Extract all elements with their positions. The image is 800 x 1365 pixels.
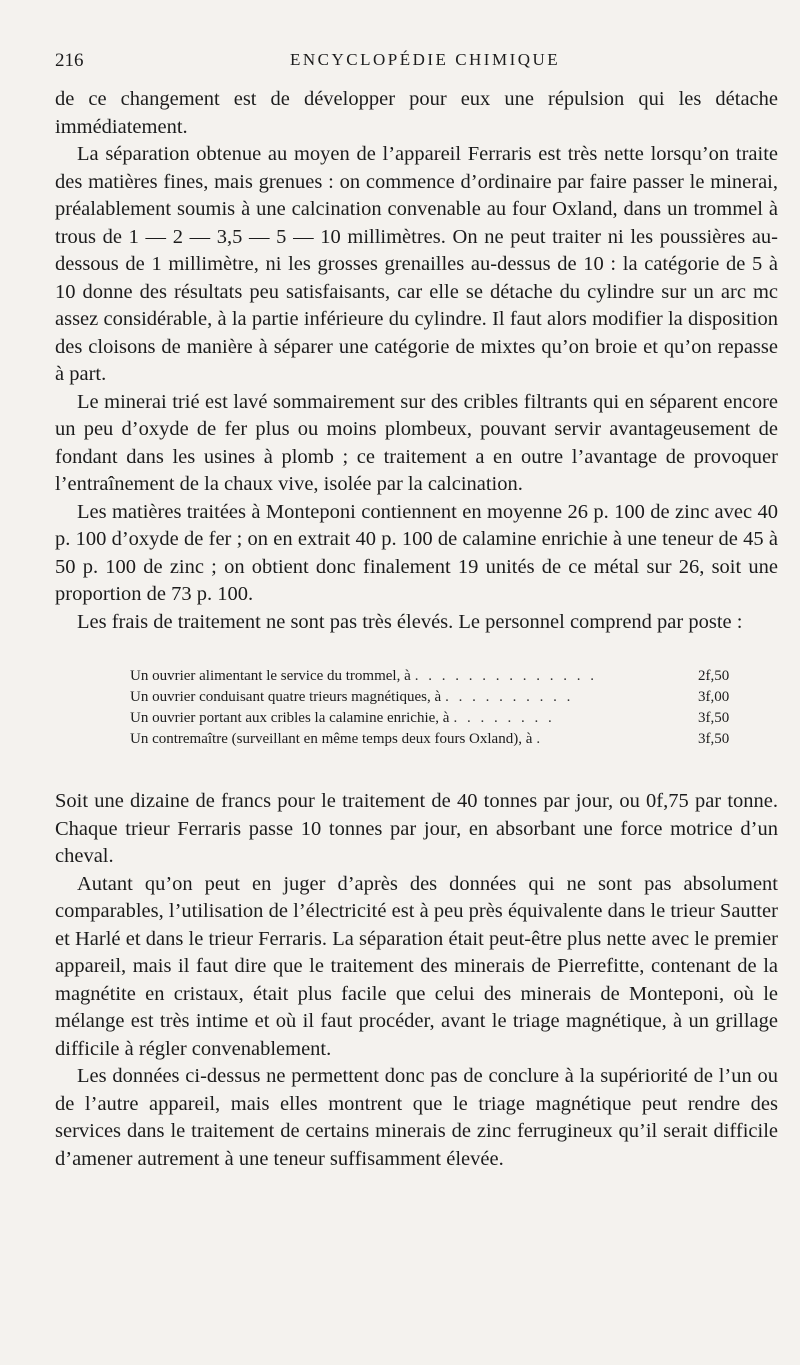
cost-description: Un ouvrier alimentant le service du trommel, à bbox=[130, 668, 411, 684]
paragraph: Les données ci-dessus ne permettent donc pas de conclure à la supériorité de l’un ou de l’autre appareil, mais elles montrent que le triage magnétique peut rendre des services dans le traitement de certains minerais de zinc ferrugineux qu’il serait difficile d’amener autrement à une teneur suffisamment élevée. bbox=[55, 1065, 778, 1170]
cost-row bbox=[130, 687, 752, 708]
personnel-cost-list bbox=[130, 666, 752, 750]
body-text bbox=[55, 86, 778, 1173]
cost-amount: 3f,00 bbox=[698, 689, 730, 705]
cost-amount: 2f,50 bbox=[698, 668, 730, 684]
cost-description: Un contremaître (surveillant en même temps deux fours Oxland), à bbox=[130, 731, 533, 747]
dot-leader: . . . . . . . . bbox=[453, 710, 555, 726]
running-title: ENCYCLOPÉDIE CHIMIQUE bbox=[290, 50, 561, 69]
dot-leader: . . . . . . . . . . bbox=[445, 689, 574, 705]
cost-row bbox=[130, 729, 752, 750]
paragraph: de ce changement est de développer pour eux une répulsion qui les détache immédiatement. bbox=[55, 88, 778, 138]
cost-row bbox=[130, 708, 752, 729]
dot-leader: . . . . . . . . . . . . . . bbox=[414, 668, 597, 684]
page-header bbox=[55, 50, 770, 78]
paragraph: Les frais de traitement ne sont pas très élevés. Le personnel comprend par poste : bbox=[77, 610, 743, 633]
paragraph: La séparation obtenue au moyen de l’appareil Ferraris est très nette lorsqu’on traite des matières fines, mais grenues : on commence d’ordinaire par faire passer le minerai, préalablement soumis à une calcination convenable au four Oxland, dans un trommel à trous de 1 — 2 — 3,5 — 5 — 10 millimètres. On ne peut traiter ni les poussières au-dessous de 1 millimètre, ni les grosses grenailles au-dessus de 10 : la catégorie de 5 à 10 donne des résultats peu satisfaisants, car elle se détache du cylindre sur un arc mc assez considérable, à la partie inférieure du cylindre. Il faut alors modifier la disposition des cloisons de manière à séparer une catégorie de mixtes qu’on broie et qu’on repasse à part. bbox=[55, 143, 778, 385]
cost-description: Un ouvrier portant aux cribles la calamine enrichie, à bbox=[130, 710, 450, 726]
page-number: 216 bbox=[55, 50, 84, 71]
cost-amount: 3f,50 bbox=[698, 731, 730, 747]
cost-row bbox=[130, 666, 752, 687]
cost-amount: 3f,50 bbox=[698, 710, 730, 726]
dot-leader: . bbox=[536, 731, 544, 747]
paragraph: Autant qu’on peut en juger d’après des données qui ne sont pas absolument comparables, l’utilisation de l’électricité est à peu près équivalente dans le trieur Sautter et Harlé et dans le trieur Ferraris. La séparation était peut-être plus nette avec le premier appareil, mais il faut dire que le traitement des minerais de Pierrefitte, contenant de la magnétite en cristaux, était plus facile que celui des minerais de Monteponi, où le mélange est très intime et où il faut procéder, avant le triage magnétique, à un grillage difficile à régler convenablement. bbox=[55, 872, 778, 1060]
paragraph: Le minerai trié est lavé sommairement sur des cribles filtrants qui en séparent encore un peu d’oxyde de fer plus ou moins plombeux, pouvant servir avantageusement de fondant dans les usines à plomb ; ce traitement a en outre l’avantage de provoquer l’entraînement de la chaux vive, isolée par la calcination. bbox=[55, 390, 778, 495]
cost-description: Un ouvrier conduisant quatre trieurs magnétiques, à bbox=[130, 689, 442, 705]
paragraph: Les matières traitées à Monteponi contiennent en moyenne 26 p. 100 de zinc avec 40 p. 100 d’oxyde de fer ; on en extrait 40 p. 100 de calamine enrichie à une teneur de 45 à 50 p. 100 de zinc ; on obtient donc finalement 19 unités de ce métal sur 26, soit une proportion de 73 p. 100. bbox=[55, 500, 778, 605]
paragraph: Soit une dizaine de francs pour le traitement de 40 tonnes par jour, ou 0f,75 par tonne. Chaque trieur Ferraris passe 10 tonnes par jour, en absorbant une force motrice d’un cheval. bbox=[55, 790, 778, 867]
